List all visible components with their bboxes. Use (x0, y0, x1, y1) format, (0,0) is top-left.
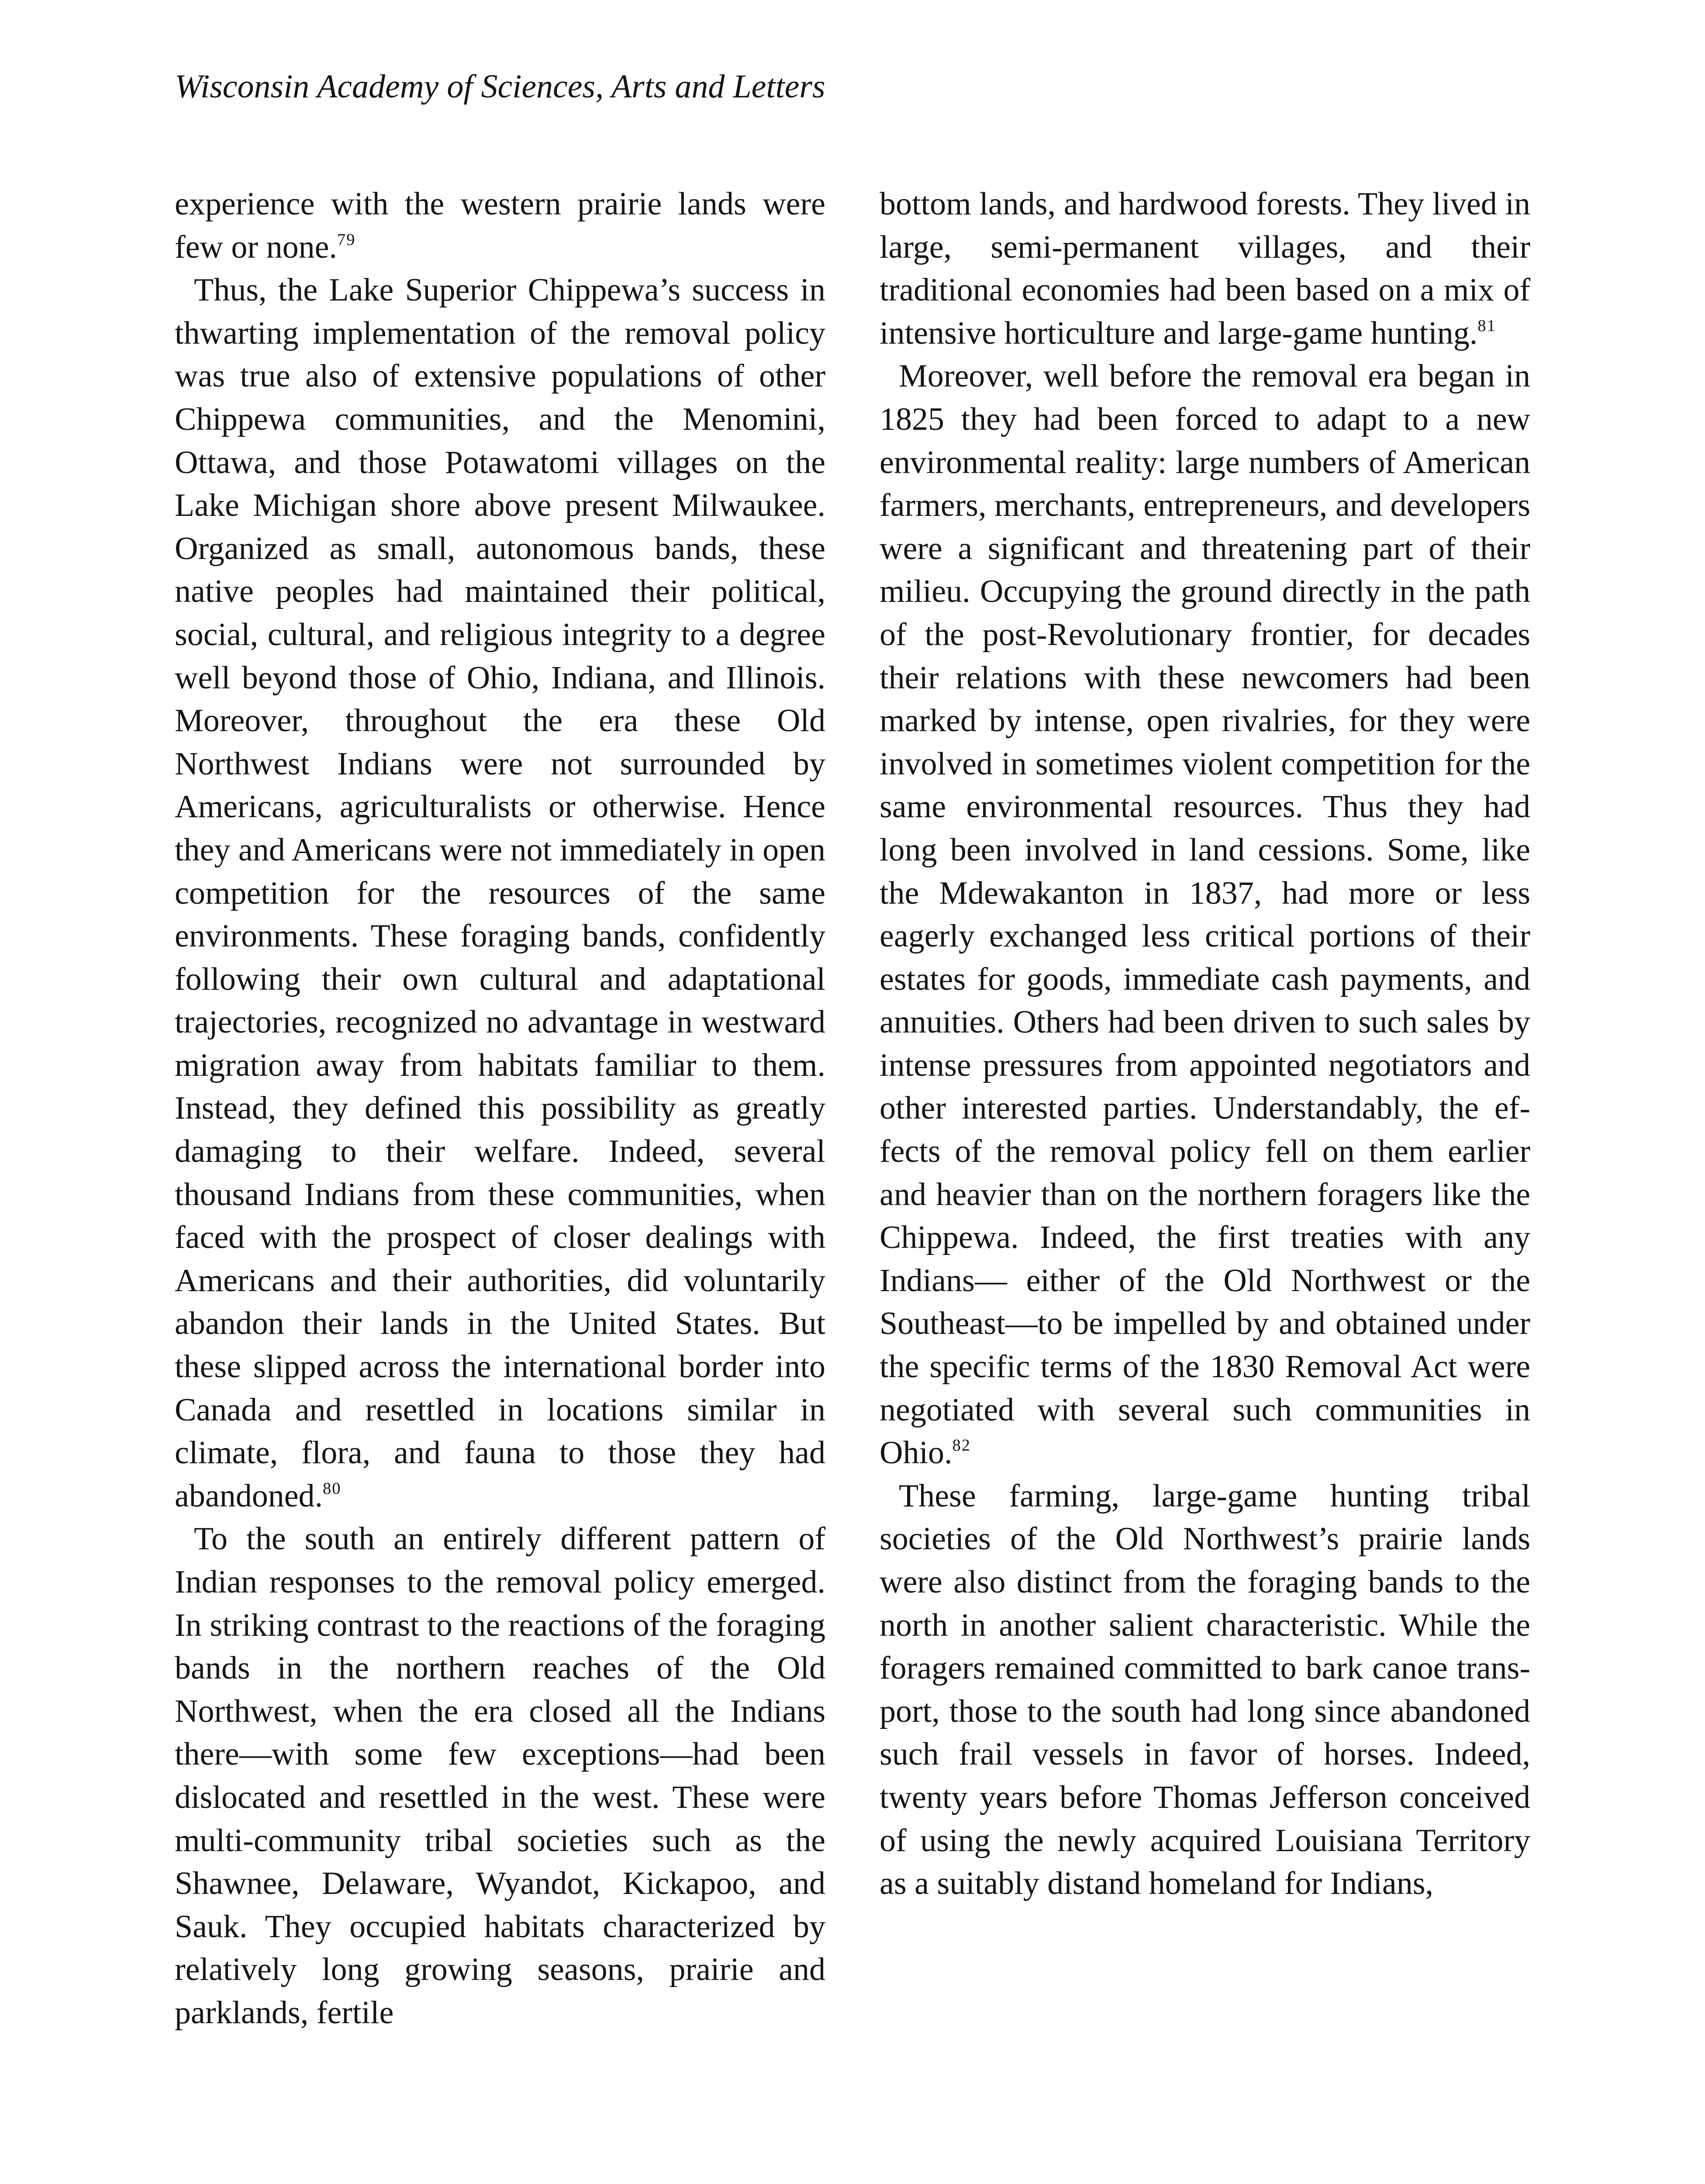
footnote-ref: 82 (952, 1436, 971, 1455)
paragraph-text: experience with the western prairie lands were few or none. (175, 186, 825, 265)
running-head: Wisconsin Academy of Sciences, Arts and Letters (175, 68, 825, 105)
footnote-ref: 81 (1477, 316, 1496, 335)
paragraph-text: Thus, the Lake Superior Chippewa’s success in thwarting implementation of the removal policy was true also of extensive populations of other Chippewa communities, and the Menomini, Ottawa, and those Potawatomi villages on the Lake Michigan shore above present Milwaukee. Organized as small, autonomous bands, these native peoples had maintained their political, social, cultural, and religious integrity to a degree well beyond those of Ohio, Indiana, and Illinois. Moreover, throughout the era these Old Northwest Indians were not surrounded by Americans, agriculturalists or otherwise. Hence they and Americans were not immediately in open competition for the resources of the same environments. These foraging bands, confidently following their own cultural and adaptational trajectories, recognized no advantage in westward migration away from habitats familiar to them. Instead, they defined this possibility as greatly damaging to their welfare. Indeed, several thousand Indians from these communities, when faced with the prospect of closer dealings with Americans and their authorities, did voluntarily abandon their lands in the United States. But these slipped across the international border into Canada and resettled in locations similar in climate, flora, and fauna to those they had abandoned. (175, 272, 825, 1514)
paragraph (175, 269, 825, 1517)
paragraph (175, 183, 825, 269)
left-column (175, 183, 825, 2035)
paragraph-text: bottom lands, and hardwood forests. They lived in large, semi-permanent villages, and their traditional economies had been based on a mix of intensive horticulture and large-game hunting. (880, 186, 1530, 351)
paragraph-text: To the south an entirely different pattern of Indian responses to the removal policy emerged. In striking contrast to the reactions of the foraging bands in the northern reaches of the Old Northwest, when the era closed all the Indians there—with some few exceptions—had been dislocated and resettled in the west. These were multi-community tribal societies such as the Shawnee, Delaware, Wyandot, Kickapoo, and Sauk. They occupied habitats characterized by relatively long growing seasons, prairie and parklands, fertile (175, 1521, 825, 2031)
paragraph-text: These farming, large-game hunting tribal societies of the Old Northwest’s prairie lands were also distinct from the foraging bands to the north in another salient characteristic. While the foragers remained committed to bark canoe transport, those to the south had long since abandoned such frail vessels in favor of horses. Indeed, twenty years before Thomas Jefferson conceived of using the newly acquired Louisiana Territory as a suitably distand homeland for Indians, (880, 1478, 1530, 1902)
paragraph (880, 355, 1530, 1474)
paragraph (880, 183, 1530, 355)
paragraph-text: Moreover, well before the removal era began in 1825 they had been forced to adapt to a new environmental reality: large numbers of American farmers, merchants, entrepreneurs, and developers were a significant and threatening part of their milieu. Occupying the ground directly in the path of the post-Revolutionary frontier, for decades their relations with these newcomers had been marked by intense, open rivalries, for they were involved in sometimes violent competition for the same environmental resources. Thus they had long been involved in land cessions. Some, like the Mdewakanton in 1837, had more or less eagerly exchanged less critical portions of their estates for goods, immediate cash payments, and annuities. Others had been driven to such sales by intense pressures from appointed negotiators and other interested parties. Understandably, the effects of the removal policy fell on them earlier and heavier than on the northern foragers like the Chippewa. Indeed, the first treaties with any Indians— either of the Old Northwest or the Southeast—to be impelled by and obtained under the specific terms of the 1830 Removal Act were negotiated with several such communities in Ohio. (880, 358, 1530, 1471)
paragraph (175, 1517, 825, 2034)
footnote-ref: 80 (323, 1479, 342, 1498)
paragraph (880, 1475, 1530, 1905)
right-column (880, 183, 1530, 1905)
footnote-ref: 79 (337, 230, 356, 249)
